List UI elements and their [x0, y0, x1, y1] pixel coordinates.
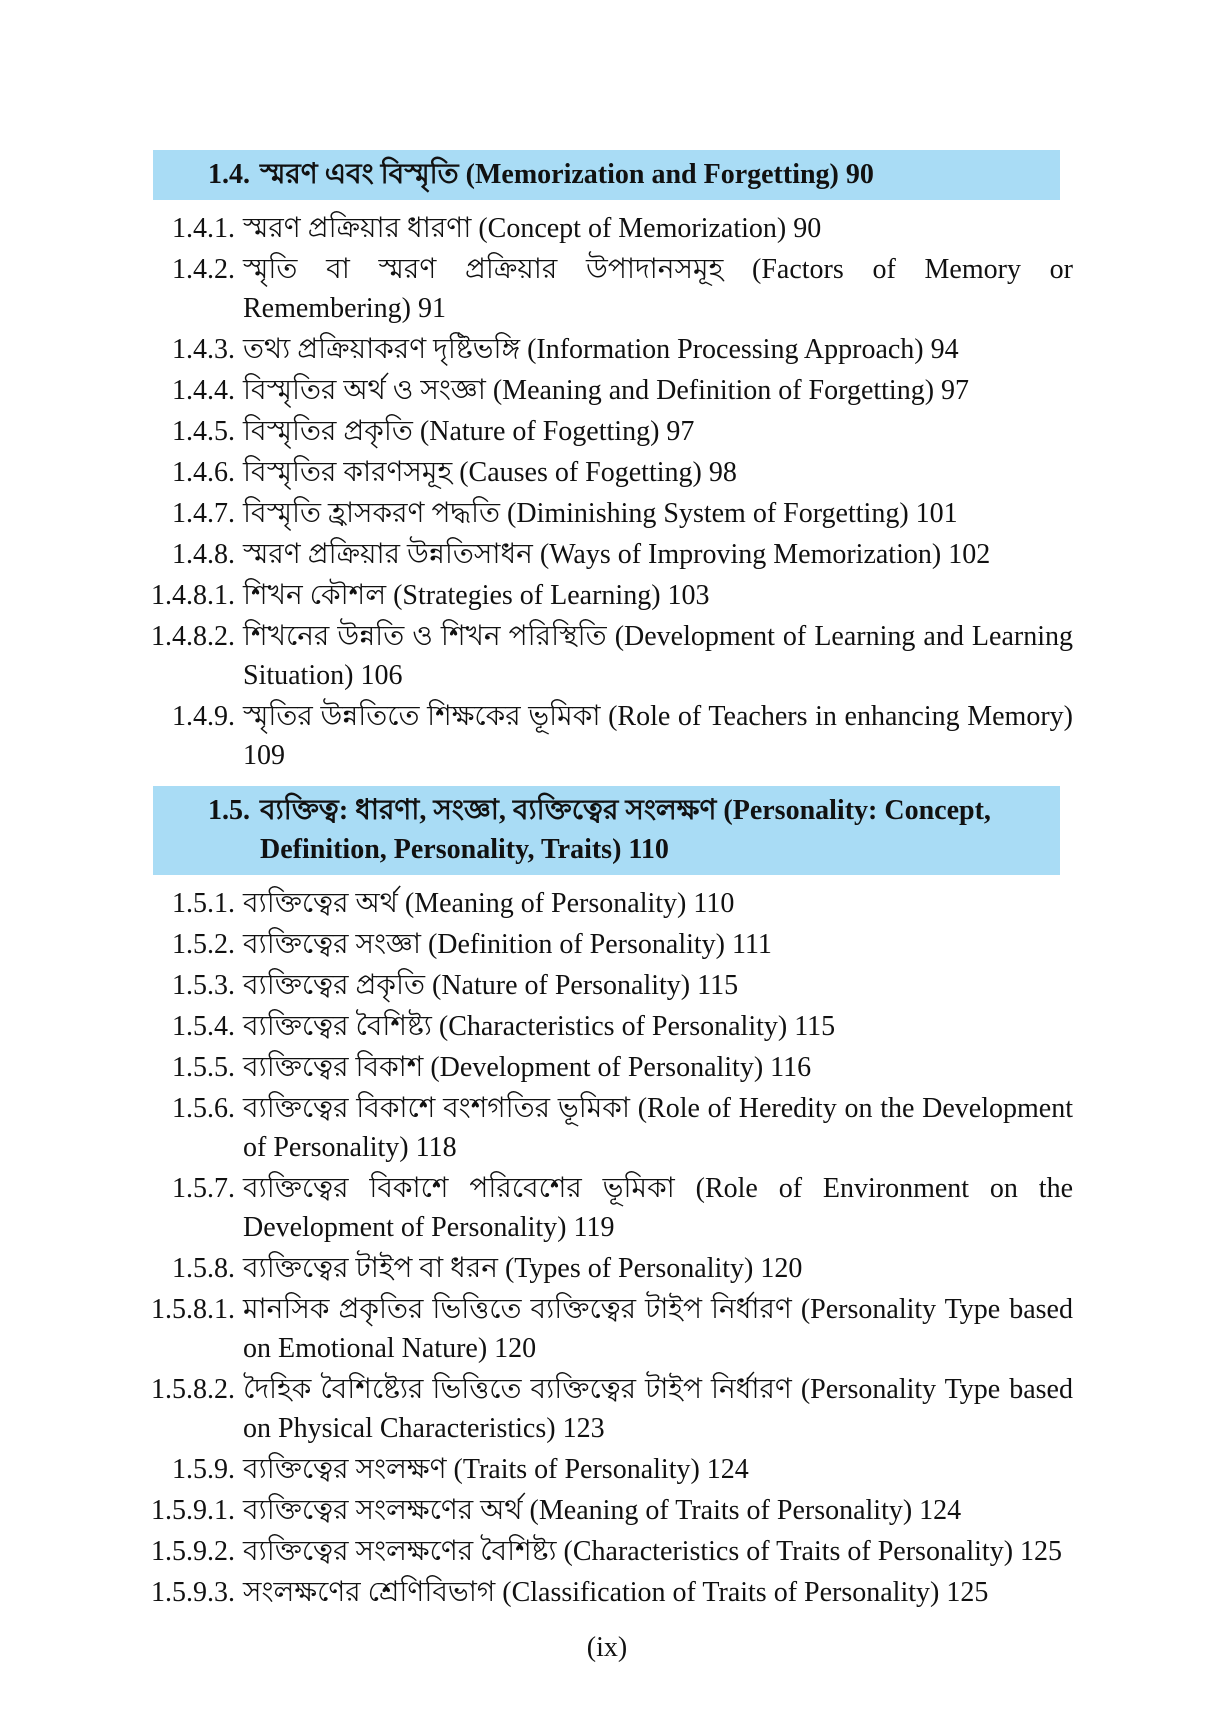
- entry-number: 1.4.5.: [172, 416, 235, 447]
- toc-entry: [150, 884, 1080, 923]
- toc-entry: [150, 1370, 1080, 1448]
- toc-entry: [150, 1290, 1080, 1368]
- entry-number: 1.5.8.: [172, 1253, 235, 1284]
- toc-entry: [150, 966, 1080, 1005]
- entry-number: 1.5.8.2.: [151, 1374, 235, 1405]
- entry-text: শিখন কৌশল (Strategies of Learning) 103: [243, 580, 710, 611]
- entry-text: ব্যক্তিত্বের অর্থ (Meaning of Personality) 110: [243, 888, 735, 919]
- toc-entry: [150, 209, 1080, 248]
- entry-number: 1.5.: [208, 795, 250, 826]
- entry-number: 1.4.8.2.: [151, 621, 235, 652]
- toc-entry: [150, 1007, 1080, 1046]
- entry-text: ব্যক্তিত্ব: ধারণা, সংজ্ঞা, ব্যক্তিত্বের সংলক্ষণ (Personality: Concept, Definition, Personality, Traits) 110: [260, 795, 991, 865]
- entry-text: ব্যক্তিত্বের প্রকৃতি (Nature of Personality) 115: [243, 970, 739, 1001]
- toc-entry: [150, 1048, 1080, 1087]
- toc-section-header: [153, 150, 1060, 200]
- toc-entry: [150, 697, 1080, 775]
- toc-entry: [150, 1532, 1080, 1571]
- entry-number: 1.5.8.1.: [151, 1294, 235, 1325]
- toc: [150, 150, 1080, 1612]
- entry-number: 1.5.6.: [172, 1093, 235, 1124]
- toc-entry: [150, 494, 1080, 533]
- entry-number: 1.5.2.: [172, 929, 235, 960]
- toc-entry: [150, 330, 1080, 369]
- entry-text: সংলক্ষণের শ্রেণিবিভাগ (Classification of Traits of Personality) 125: [243, 1577, 989, 1608]
- entry-number: 1.4.6.: [172, 457, 235, 488]
- entry-text: তথ্য প্রক্রিয়াকরণ দৃষ্টিভঙ্গি (Information Processing Approach) 94: [243, 334, 959, 365]
- entry-number: 1.4.4.: [172, 375, 235, 406]
- entry-number: 1.5.4.: [172, 1011, 235, 1042]
- toc-entry: [150, 250, 1080, 328]
- toc-entry: [150, 1169, 1080, 1247]
- entry-number: 1.5.7.: [172, 1173, 235, 1204]
- toc-entry: [150, 576, 1080, 615]
- toc-entry: [150, 617, 1080, 695]
- toc-entry: [150, 1249, 1080, 1288]
- entry-number: 1.4.7.: [172, 498, 235, 529]
- entry-text: ব্যক্তিত্বের টাইপ বা ধরন (Types of Personality) 120: [243, 1253, 803, 1284]
- entry-text: ব্যক্তিত্বের বিকাশে পরিবেশের ভূমিকা (Role of Environment on the Development of Personality) 119: [243, 1173, 1073, 1243]
- entry-number: 1.5.5.: [172, 1052, 235, 1083]
- entry-number: 1.4.3.: [172, 334, 235, 365]
- toc-entry: [150, 453, 1080, 492]
- entry-number: 1.5.9.3.: [151, 1577, 235, 1608]
- toc-entry: [150, 1089, 1080, 1167]
- toc-entry: [150, 535, 1080, 574]
- entry-text: স্মৃতি বা স্মরণ প্রক্রিয়ার উপাদানসমূহ (Factors of Memory or Remembering) 91: [243, 254, 1073, 324]
- entry-number: 1.4.2.: [172, 254, 235, 285]
- entry-number: 1.5.3.: [172, 970, 235, 1001]
- entry-number: 1.4.1.: [172, 213, 235, 244]
- entry-text: ব্যক্তিত্বের সংলক্ষণের বৈশিষ্ট্য (Characteristics of Traits of Personality) 125: [243, 1536, 1063, 1567]
- entry-number: 1.5.9.1.: [151, 1495, 235, 1526]
- toc-section-header: [153, 786, 1060, 875]
- entry-text: ব্যক্তিত্বের বৈশিষ্ট্য (Characteristics of Personality) 115: [243, 1011, 836, 1042]
- toc-entry: [150, 1450, 1080, 1489]
- entry-text: বিস্মৃতির অর্থ ও সংজ্ঞা (Meaning and Definition of Forgetting) 97: [243, 375, 970, 406]
- entry-number: 1.4.: [208, 159, 250, 190]
- entry-number: 1.5.1.: [172, 888, 235, 919]
- entry-text: স্মরণ এবং বিস্মৃতি (Memorization and Forgetting) 90: [260, 159, 874, 190]
- entry-number: 1.4.8.1.: [151, 580, 235, 611]
- entry-text: মানসিক প্রকৃতির ভিত্তিতে ব্যক্তিত্বের টাইপ নির্ধারণ (Personality Type based on Emotional Nature) 120: [243, 1294, 1073, 1364]
- entry-text: স্মৃতির উন্নতিতে শিক্ষকের ভূমিকা (Role of Teachers in enhancing Memory) 109: [243, 701, 1073, 771]
- entry-number: 1.4.9.: [172, 701, 235, 732]
- toc-entry: [150, 1573, 1080, 1612]
- toc-entry: [150, 412, 1080, 451]
- entry-number: 1.4.8.: [172, 539, 235, 570]
- toc-entry: [150, 371, 1080, 410]
- entry-text: স্মরণ প্রক্রিয়ার উন্নতিসাধন (Ways of Improving Memorization) 102: [243, 539, 991, 570]
- entry-number: 1.5.9.2.: [151, 1536, 235, 1567]
- entry-text: শিখনের উন্নতি ও শিখন পরিস্থিতি (Development of Learning and Learning Situation) 106: [243, 621, 1073, 691]
- entry-text: দৈহিক বৈশিষ্ট্যের ভিত্তিতে ব্যক্তিত্বের টাইপ নির্ধারণ (Personality Type based on Physical Characteristics) 123: [243, 1374, 1073, 1444]
- entry-text: ব্যক্তিত্বের সংলক্ষণের অর্থ (Meaning of Traits of Personality) 124: [243, 1495, 962, 1526]
- page-number: (ix): [586, 1632, 628, 1663]
- entry-text: ব্যক্তিত্বের বিকাশ (Development of Personality) 116: [243, 1052, 812, 1083]
- entry-text: বিস্মৃতি হ্রাসকরণ পদ্ধতি (Diminishing System of Forgetting) 101: [243, 498, 958, 529]
- toc-entry: [150, 925, 1080, 964]
- entry-text: বিস্মৃতির কারণসমূহ (Causes of Fogetting) 98: [243, 457, 737, 488]
- entry-number: 1.5.9.: [172, 1454, 235, 1485]
- entry-text: ব্যক্তিত্বের সংজ্ঞা (Definition of Personality) 111: [243, 929, 772, 960]
- entry-text: স্মরণ প্রক্রিয়ার ধারণা (Concept of Memorization) 90: [243, 213, 822, 244]
- entry-text: ব্যক্তিত্বের সংলক্ষণ (Traits of Personality) 124: [243, 1454, 749, 1485]
- entry-text: বিস্মৃতির প্রকৃতি (Nature of Fogetting) 97: [243, 416, 695, 447]
- entry-text: ব্যক্তিত্বের বিকাশে বংশগতির ভূমিকা (Role of Heredity on the Development of Personality) 118: [243, 1093, 1073, 1163]
- toc-entry: [150, 1491, 1080, 1530]
